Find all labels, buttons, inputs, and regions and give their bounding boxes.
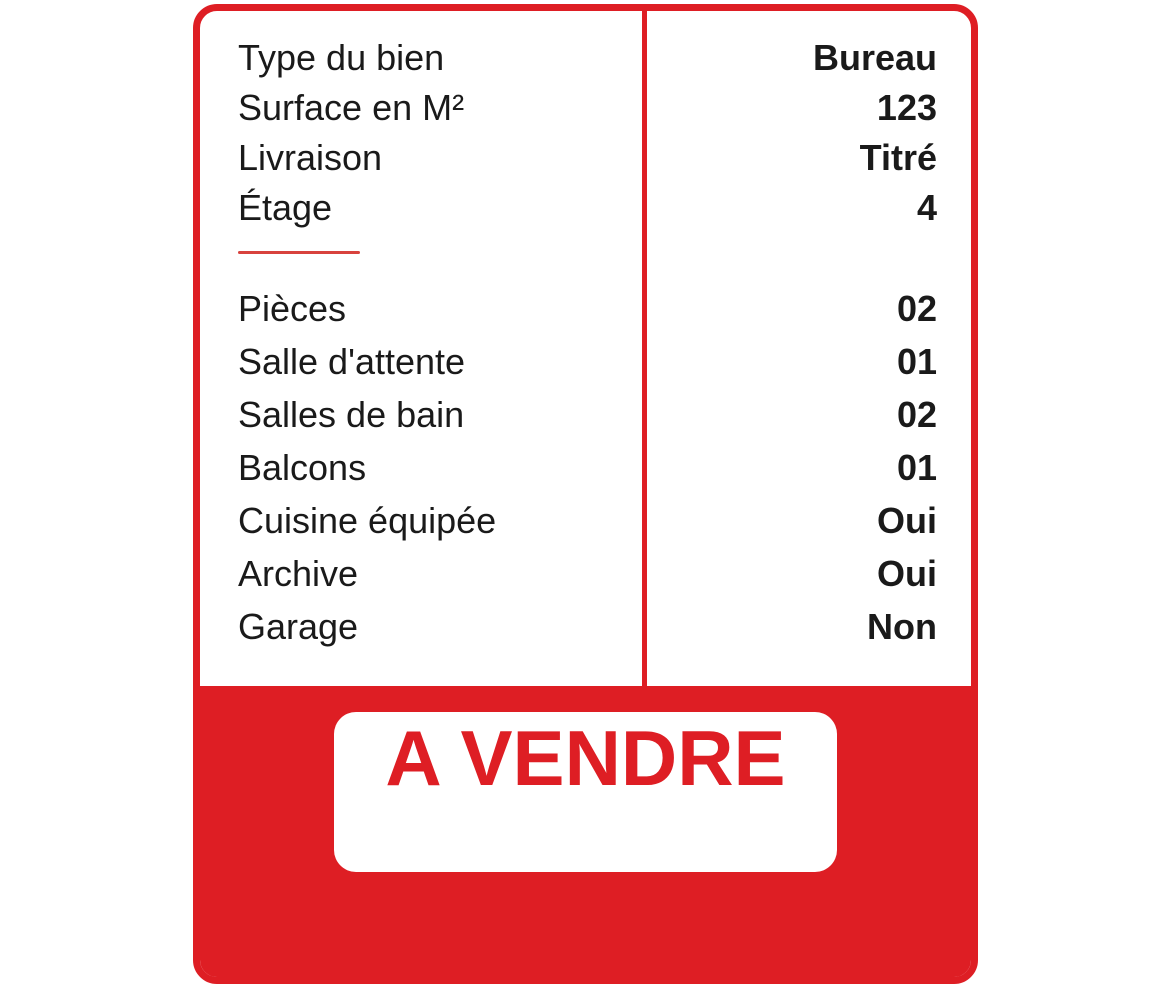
spec-row [200,282,971,335]
spec-value: Bureau [812,37,937,78]
spec-row [200,335,971,388]
spec-label: Salles de bain [238,393,465,435]
spec-value: 02 [896,287,937,329]
spec-row [200,600,971,653]
spec-value: Oui [877,499,937,541]
spec-row [200,83,971,133]
sale-banner-band [200,686,971,977]
spec-value: Titré [859,137,937,178]
section-divider [238,251,360,254]
spec-value: 01 [896,340,937,382]
spec-row [200,388,971,441]
spec-row [200,441,971,494]
spec-row [200,547,971,600]
listing-card [193,4,978,984]
spec-value: 02 [896,393,937,435]
spec-label: Surface en M² [238,87,465,128]
spec-value: 4 [916,187,937,228]
spec-label: Livraison [238,137,383,178]
spec-value: Non [867,605,937,647]
column-divider [642,4,647,696]
sale-banner-box [334,712,837,872]
spec-label: Archive [238,552,359,594]
spec-label: Cuisine équipée [238,499,497,541]
spec-label: Étage [238,187,333,228]
spec-label: Garage [238,605,359,647]
spec-value: Oui [877,552,937,594]
spec-label: Salle d'attente [238,340,466,382]
spec-row [200,494,971,547]
spec-row [200,33,971,83]
spec-label: Pièces [238,287,347,329]
spec-label: Type du bien [238,37,445,78]
spec-row [200,183,971,233]
spec-value: 01 [896,446,937,488]
spec-label: Balcons [238,446,367,488]
spec-table [200,11,971,686]
spec-row [200,133,971,183]
spec-value: 123 [876,87,937,128]
sale-banner-label: A VENDRE [385,714,786,802]
